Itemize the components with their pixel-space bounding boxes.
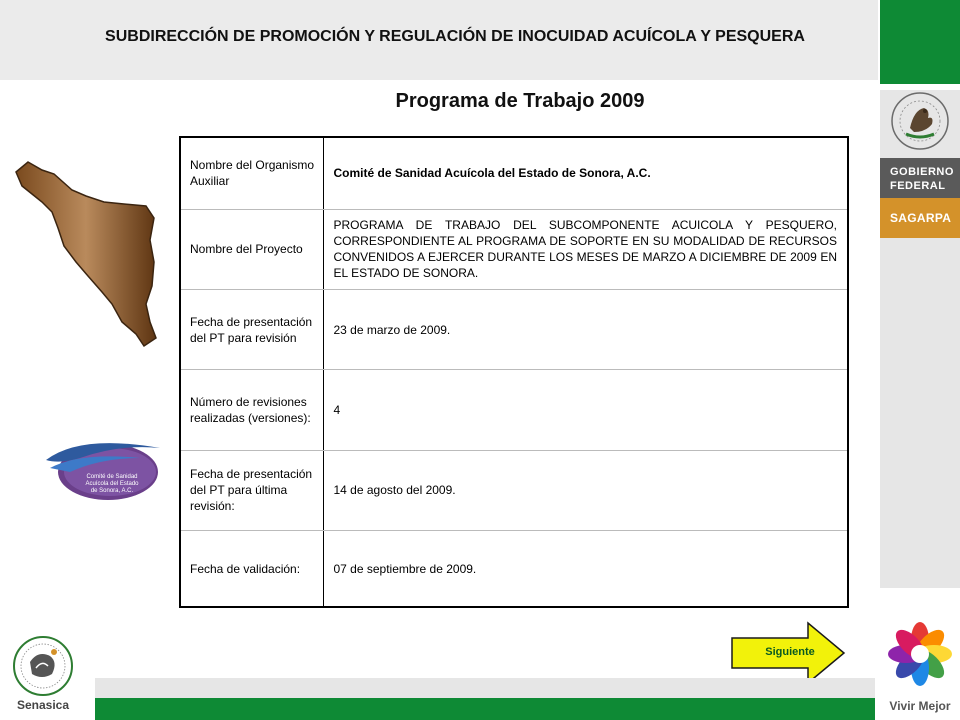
federal-label: FEDERAL	[890, 180, 946, 192]
page-title: Programa de Trabajo 2009	[395, 90, 645, 112]
vivir-mejor-label: Vivir Mejor	[889, 699, 951, 713]
footer-green-band	[95, 698, 875, 720]
next-button-label[interactable]: Siguiente	[765, 646, 815, 658]
mexico-seal-icon	[884, 88, 956, 154]
cosaes-logo	[40, 432, 165, 504]
gobierno-federal-logo	[880, 158, 960, 198]
row-value: 14 de agosto del 2009.	[323, 450, 848, 530]
cosaes-line-1: Comité de Sanidad	[86, 474, 138, 480]
row-value: PROGRAMA DE TRABAJO DEL SUBCOMPONENTE ACUICOLA Y PESQUERO, CORRESPONDIENTE AL PROGRAMA DE SOPORTE EN SU MODALIDAD DE RECURSOS CONVENIDOS A EJERCER DURANTE LOS MESES DE MARZO A DICIEMBRE DE 2009 EN EL ESTADO DE SONORA.	[323, 209, 848, 289]
vivir-mejor-logo	[884, 618, 956, 690]
row-value: 23 de marzo de 2009.	[323, 290, 848, 370]
sagarpa-label: SAGARPA	[890, 211, 952, 225]
row-label: Nombre del Organismo Auxiliar	[180, 137, 323, 209]
cosaes-line-3: de Sonora, A.C.	[90, 488, 134, 494]
row-value: Comité de Sanidad Acuícola del Estado de Sonora, A.C.	[323, 137, 848, 209]
info-table	[179, 136, 849, 608]
table-row	[180, 370, 848, 450]
table-row	[180, 209, 848, 289]
row-label: Fecha de validación:	[180, 531, 323, 607]
gobierno-label: GOBIERNO	[890, 166, 954, 178]
table-row	[180, 137, 848, 209]
sagarpa-logo	[880, 198, 960, 238]
row-label: Fecha de presentación del PT para última revisión:	[180, 450, 323, 530]
row-value: 4	[323, 370, 848, 450]
header-title: SUBDIRECCIÓN DE PROMOCIÓN Y REGULACIÓN DE INOCUIDAD ACUÍCOLA Y PESQUERA	[105, 28, 805, 45]
row-label: Fecha de presentación del PT para revisión	[180, 290, 323, 370]
row-label: Número de revisiones realizadas (versiones):	[180, 370, 323, 450]
top-green-band	[880, 0, 960, 84]
row-label: Nombre del Proyecto	[180, 209, 323, 289]
sonora-map-icon	[14, 154, 164, 354]
senasica-label: Senasica	[16, 698, 70, 712]
footer-gray-band	[95, 678, 875, 698]
cosaes-line-2: Acuícola del Estado	[85, 481, 139, 487]
table-row	[180, 290, 848, 370]
row-value: 07 de septiembre de 2009.	[333, 561, 477, 576]
table-row	[180, 531, 848, 607]
table-row	[180, 450, 848, 530]
